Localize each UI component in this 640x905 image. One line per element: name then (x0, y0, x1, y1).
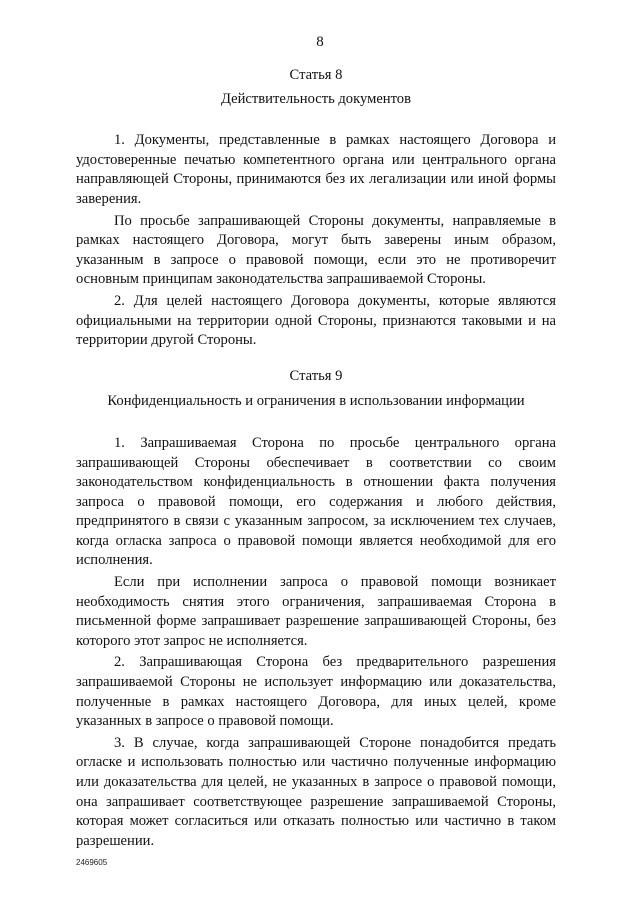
article-8-paragraph-1: 1. Документы, представленные в рамках настоящего Договора и удостоверенные печатью компетентного органа или центрального органа направляющей Стороны, принимаются без их легализации или иной формы заверения. (76, 132, 556, 207)
document-body (76, 66, 556, 851)
article-8-paragraph-2: По просьбе запрашивающей Стороны документы, направляемые в рамках настоящего Договора, могут быть заверены иным образом, указанным в запросе о правовой помощи, если это не противоречит основным принципам законодательства запрашиваемой Стороны. (76, 212, 556, 288)
article-8-paragraph-3: 2. Для целей настоящего Договора документы, которые являются официальными на территории одной Стороны, признаются таковыми и на территории другой Стороны. (76, 292, 556, 349)
page-number: 8 (316, 34, 324, 50)
spacer (76, 412, 556, 434)
spacer (76, 109, 556, 131)
article-9-title: Статья 9 (289, 367, 343, 384)
article-9-paragraph-3: 2. Запрашивающая Сторона без предварительного разрешения запрашиваемой Стороны не использует информацию или доказательства, полученные в рамках настоящего Договора, для иных целей, кроме указанных в запросе о правовой помощи. (76, 654, 556, 730)
document-code: 2469605 (76, 858, 108, 867)
article-8-heading: Действительность документов (220, 90, 411, 107)
article-9-paragraph-1: 1. Запрашиваемая Сторона по просьбе центрального органа запрашивающей Стороны обеспечивает в соответствии со своим законодательством конфиденциальность в отношении факта получения запроса о правовой помощи, его содержания и любого действия, предпринятого в связи с указанным запросом, за исключением тех случаев, когда огласка запроса о правовой помощи является необходимой для его исполнения. (76, 434, 556, 569)
article-8-title: Статья 8 (289, 67, 343, 83)
article-9-paragraph-4: 3. В случае, когда запрашивающей Стороне понадобится предать огласке и использовать полностью или частично полученные информацию или доказательства для целей, не указанных в запросе о правовой помощи, она запрашивает соответствующее разрешение запрашиваемой Стороны, которая может согласиться или отказать полностью или частично в таком разрешении. (76, 734, 556, 849)
article-9-heading: Конфиденциальность и ограничения в использовании информации (107, 393, 525, 410)
article-9-paragraph-2: Если при исполнении запроса о правовой помощи возникает необходимость снятия этого ограничения, запрашиваемая Сторона в письменной форме запрашивает разрешение запрашивающей Стороны, без которого этот запрос не исполняется. (76, 574, 556, 649)
